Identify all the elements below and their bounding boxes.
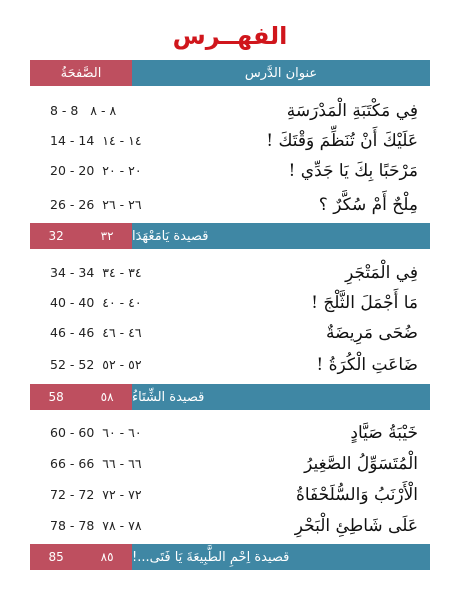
poem-pages xyxy=(30,223,132,249)
toc-row[interactable] xyxy=(30,258,430,288)
page-range: 40 - 40 ٤٠ - ٤٠ xyxy=(50,295,142,310)
toc-row[interactable] xyxy=(30,449,430,479)
table-header xyxy=(30,60,430,86)
lesson-title: عَلَيْكَ أَنْ تُنَظِّمَ وَقْتَكَ ! xyxy=(266,131,418,151)
lesson-title: خَيْبَةُ صَيَّادٍ xyxy=(350,423,418,443)
page-range: 78 - 78 ٧٨ - ٧٨ xyxy=(50,518,142,533)
toc-row[interactable] xyxy=(30,190,430,220)
page-number-arabic: ٨٥ xyxy=(100,550,114,564)
poem-title: قصيدة الشِّتَاءُ xyxy=(132,384,430,410)
lesson-title: فِي الْمَتْجَرِ xyxy=(345,263,418,283)
page-range: 72 - 72 ٧٢ - ٧٢ xyxy=(50,487,142,502)
lesson-title: الْمُتَسَوِّلُ الصَّغِيرُ xyxy=(304,454,418,474)
lesson-title: عَلَى شَاطِئِ الْبَحْرِ xyxy=(294,516,418,536)
poem-band[interactable] xyxy=(30,384,430,410)
toc-row[interactable] xyxy=(30,288,430,318)
lesson-title: ضَاعَتِ الْكُرَةُ ! xyxy=(316,355,418,375)
page-number-arabic: ٥٨ xyxy=(100,390,114,404)
poem-band[interactable] xyxy=(30,544,430,570)
toc-row[interactable] xyxy=(30,156,430,186)
header-lesson-title: عنوان الدَّرس xyxy=(132,60,430,86)
toc-row[interactable] xyxy=(30,350,430,380)
poem-pages xyxy=(30,384,132,410)
lesson-title: مَرْحَبًا بِكَ يَا جَدِّي ! xyxy=(288,161,418,181)
page-range: 34 - 34 ٣٤ - ٣٤ xyxy=(50,265,142,280)
lesson-title: مَا أَجْمَلَ الثَّلْجَ ! xyxy=(311,293,418,313)
page-range: 46 - 46 ٤٦ - ٤٦ xyxy=(50,325,142,340)
toc-row[interactable] xyxy=(30,511,430,541)
poem-title: قصيدة اِحْمِ الطَّبِيعَةَ يَا فَتَى...! xyxy=(132,544,430,570)
lesson-title: فِي مَكْتَبَةِ الْمَدْرَسَةِ xyxy=(286,101,418,121)
page-range: 60 - 60 ٦٠ - ٦٠ xyxy=(50,425,142,440)
header-pages: الصَّفحَةُ xyxy=(30,60,132,86)
page-title: الفهــرس xyxy=(172,22,288,50)
toc-row[interactable] xyxy=(30,418,430,448)
lesson-title: الْأَرْنَبُ وَالسُّلَحْفَاةُ xyxy=(295,485,418,505)
page-number-latin: 85 xyxy=(48,550,64,564)
page-range: 66 - 66 ٦٦ - ٦٦ xyxy=(50,456,142,471)
toc-row[interactable] xyxy=(30,480,430,510)
page-number-latin: 32 xyxy=(48,229,64,243)
page-range: 20 - 20 ٢٠ - ٢٠ xyxy=(50,163,142,178)
poem-title: قصيدة يَامَعْهَدَا xyxy=(132,223,430,249)
page-number-arabic: ٣٢ xyxy=(100,229,114,243)
toc-row[interactable] xyxy=(30,96,430,126)
lesson-title: ضُحَى مَرِيضَةٌ xyxy=(325,323,418,343)
poem-band[interactable] xyxy=(30,223,430,249)
poem-pages xyxy=(30,544,132,570)
page-range: 26 - 26 ٢٦ - ٢٦ xyxy=(50,197,142,212)
toc-row[interactable] xyxy=(30,318,430,348)
page-range: 8 - 8 ٨ - ٨ xyxy=(50,103,117,118)
lesson-title: مِلْحٌ أَمْ سُكَّرٌ ؟ xyxy=(318,195,418,215)
toc-row[interactable] xyxy=(30,126,430,156)
page-range: 14 - 14 ١٤ - ١٤ xyxy=(50,133,142,148)
page-range: 52 - 52 ٥٢ - ٥٢ xyxy=(50,357,142,372)
page-number-latin: 58 xyxy=(48,390,64,404)
